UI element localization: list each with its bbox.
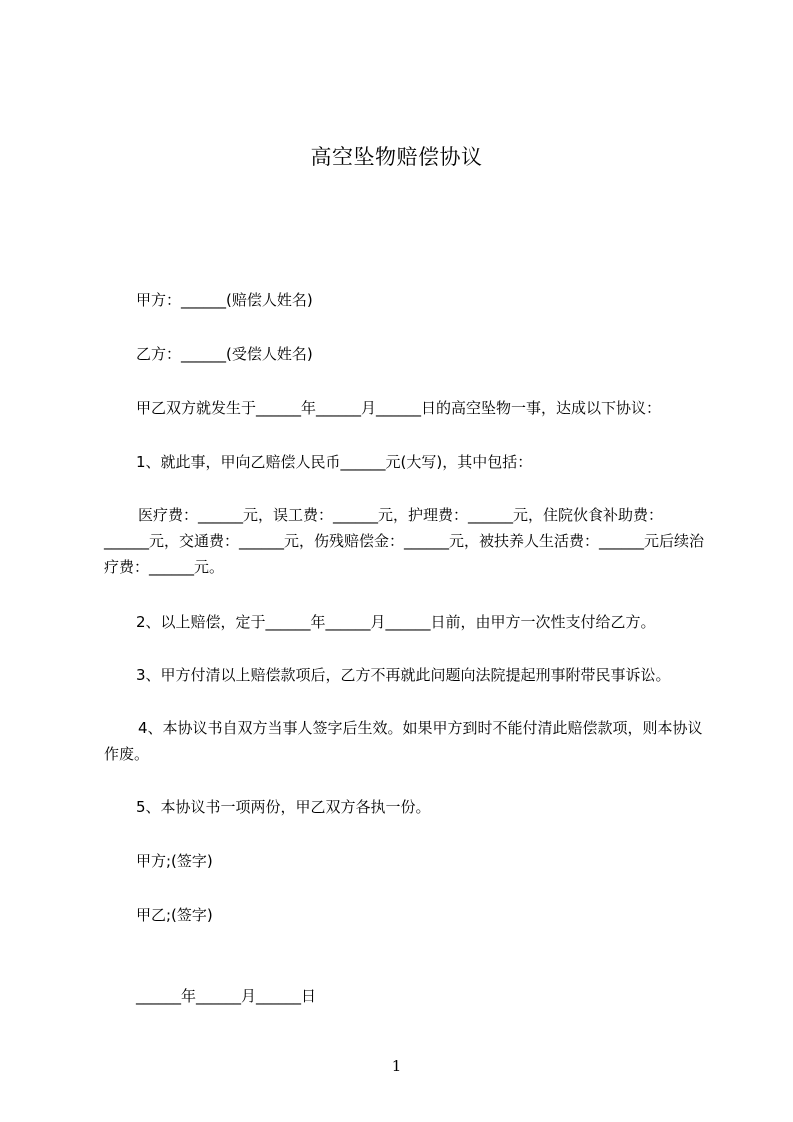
clause-4: 4、本协议书自双方当事人签字后生效。如果甲方到时不能付清此赔偿款项，则本协议作废。 [104, 719, 703, 763]
party-a-line: 甲方：______(赔偿人姓名) [136, 291, 313, 309]
clause-1: 1、就此事，甲向乙赔偿人民币______元(大写)，其中包括： [136, 453, 533, 471]
signature-party-b: 甲乙;(签字) [136, 906, 213, 924]
signing-date-line: ______年______月______日 [136, 987, 317, 1005]
document-title: 高空坠物赔偿协议 [310, 145, 483, 169]
clause-1-detail: 医疗费：______元，误工费：______元，护理费：______元，住院伙食补助费：______元，交通费：______元，伤残赔偿金：______元，被扶养人生活费：______元后续治疗费：______元。 [104, 506, 705, 576]
party-b-line: 乙方：______(受偿人姓名) [136, 345, 313, 363]
clause-3: 3、甲方付清以上赔偿款项后，乙方不再就此问题向法院提起刑事附带民事诉讼。 [136, 666, 671, 684]
page-number: 1 [391, 1057, 402, 1075]
clause-2: 2、以上赔偿，定于______年______月______日前，由甲方一次性支付给乙方。 [136, 613, 656, 631]
intro-paragraph: 甲乙双方就发生于______年______月______日的高空坠物一事，达成以下协议： [136, 399, 662, 417]
clause-5: 5、本协议书一项两份，甲乙双方各执一份。 [136, 798, 431, 816]
signature-party-a: 甲方;(签字) [136, 852, 213, 870]
